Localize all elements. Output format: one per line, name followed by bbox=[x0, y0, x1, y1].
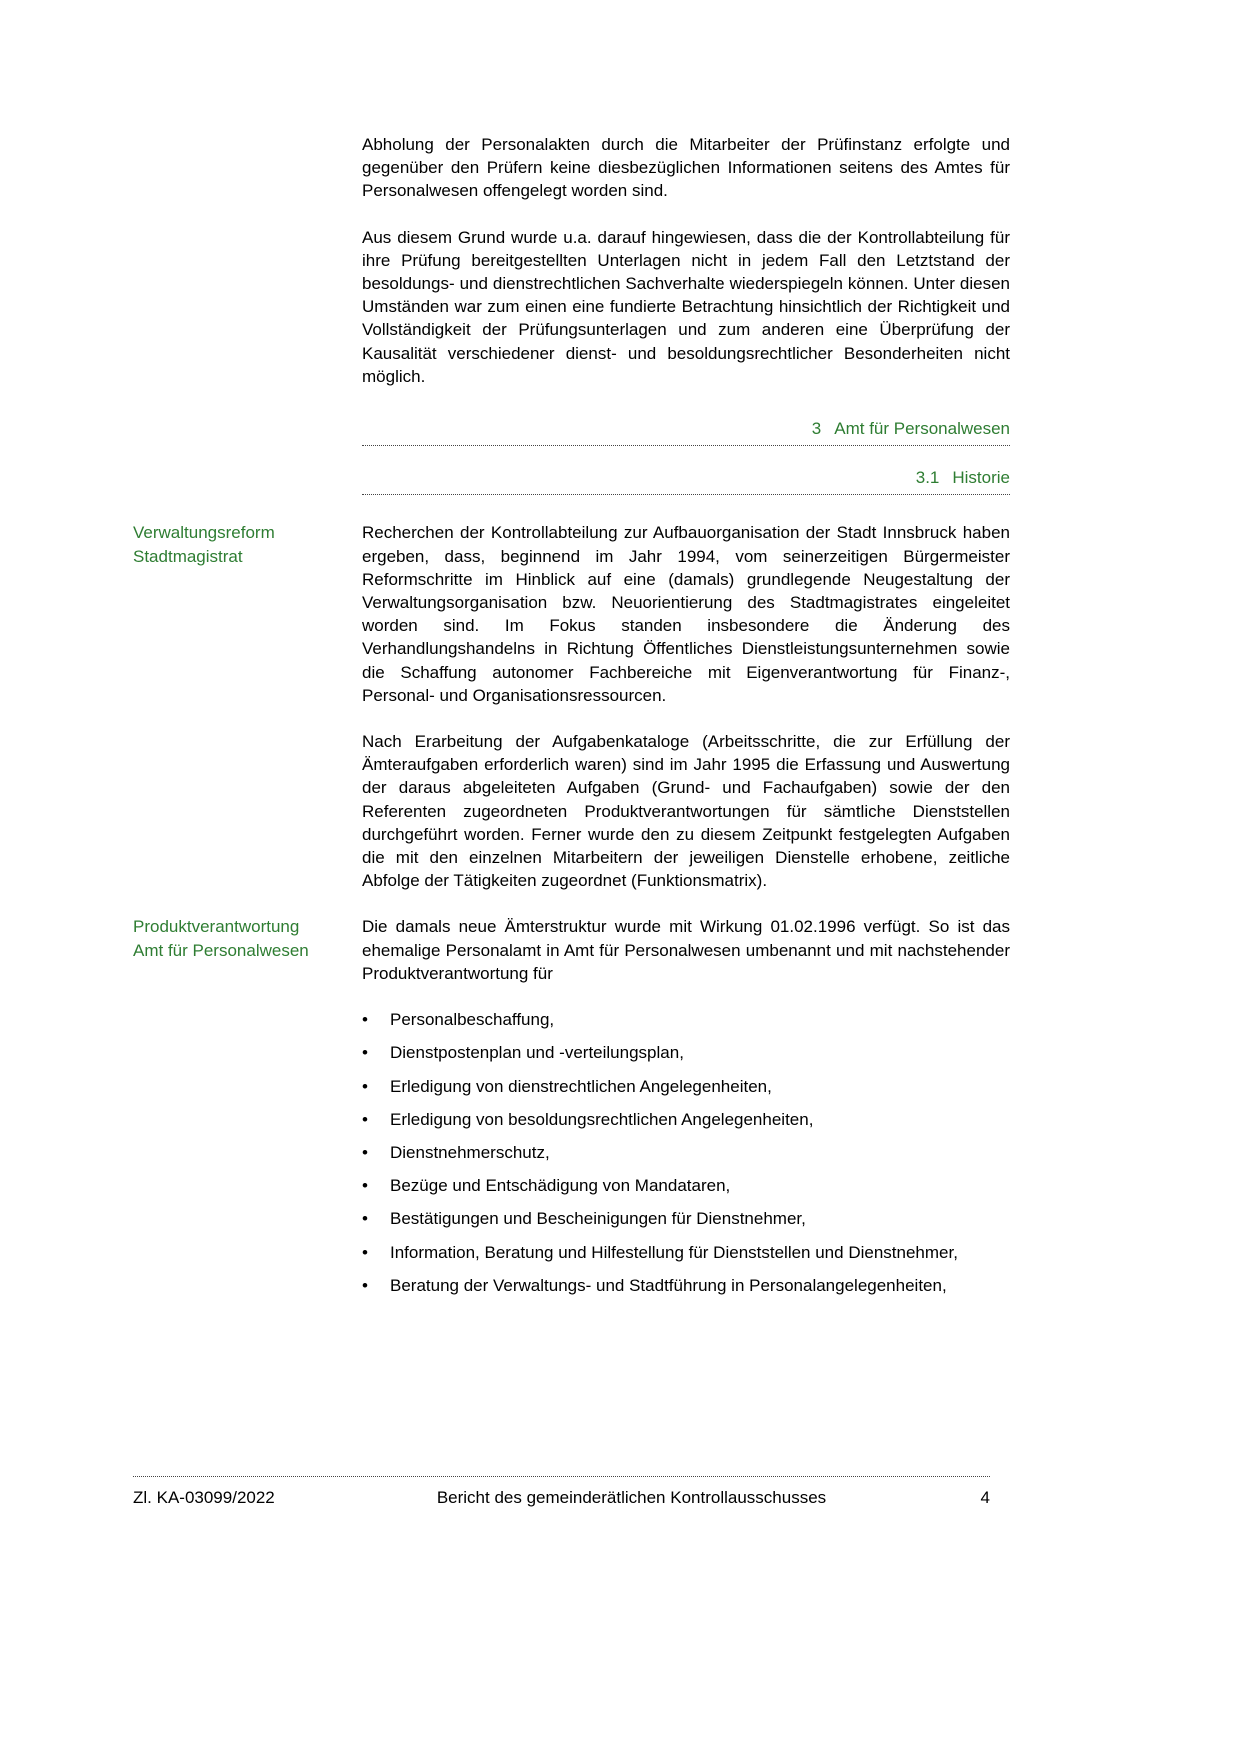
paragraph-aemterstruktur: Die damals neue Ämterstruktur wurde mit Wirkung 01.02.1996 verfügt. So ist das ehemalige Personalamt in Amt für Personalwesen umbenannt und mit nachstehender Produktverantwortung für bbox=[362, 917, 1010, 983]
content-area bbox=[133, 133, 1010, 1307]
list-item-text: Personalbeschaffung, bbox=[390, 1010, 555, 1030]
list-item-text: Erledigung von besoldungsrechtlichen Angelegenheiten, bbox=[390, 1109, 814, 1129]
margin-note-line: Verwaltungsreform bbox=[133, 523, 275, 543]
list-item bbox=[362, 1008, 1010, 1031]
produktverantwortung-text bbox=[362, 915, 1010, 1306]
chapter-number: 3 bbox=[811, 419, 822, 439]
page-footer bbox=[133, 1476, 990, 1509]
bullet-icon: • bbox=[362, 1043, 368, 1063]
paragraph-aus-diesem-grund: Aus diesem Grund wurde u.a. darauf hingewiesen, dass die der Kontrollabteilung für ihre Prüfung bereitgestellten Unterlagen nicht in jedem Fall den Letztstand der besoldungs- und dienstrechtlichen Sachverhalte wiederspiegeln können. Unter diesen Umständen war zum einen eine fundierte Betrachtung hinsichtlich der Richtigkeit und Vollständigkeit der Prüfungsunterlagen und zum anderen eine Überprüfung der Kausalität verschiedener dienst- und besoldungsrechtlicher Besonderheiten nicht möglich. bbox=[362, 227, 1010, 386]
chapter-title: Amt für Personalwesen bbox=[834, 419, 1010, 439]
section-number: 3.1 bbox=[915, 468, 940, 488]
paragraph-abholung: Abholung der Personalakten durch die Mitarbeiter der Prüfinstanz erfolgte und gegenüber den Prüfern keine diesbezüglichen Informationen seitens des Amtes für Personalwesen offengelegt worden sind. bbox=[362, 135, 1010, 201]
list-item bbox=[362, 1274, 1010, 1297]
list-item-text: Bezüge und Entschädigung von Mandataren, bbox=[390, 1176, 731, 1196]
margin-note-line: Produktverantwortung bbox=[133, 917, 300, 937]
margin-note-line: Amt für Personalwesen bbox=[133, 940, 309, 960]
product-responsibility-list bbox=[362, 1008, 1010, 1297]
list-item bbox=[362, 1174, 1010, 1197]
bullet-icon: • bbox=[362, 1209, 368, 1229]
bullet-icon: • bbox=[362, 1076, 368, 1096]
list-item bbox=[362, 1241, 1010, 1264]
section-heading bbox=[362, 466, 1010, 495]
footer-page-number: 4 bbox=[980, 1488, 990, 1507]
list-item bbox=[362, 1075, 1010, 1098]
chapter-heading bbox=[362, 417, 1010, 446]
margin-note-line: Stadtmagistrat bbox=[133, 546, 243, 566]
margin-note-produktverantwortung bbox=[133, 915, 362, 961]
list-item bbox=[362, 1141, 1010, 1164]
footer-reference: Zl. KA-03099/2022 bbox=[133, 1488, 275, 1507]
bullet-icon: • bbox=[362, 1142, 368, 1162]
section-title: Historie bbox=[952, 468, 1010, 488]
bullet-icon: • bbox=[362, 1109, 368, 1129]
list-item-text: Beratung der Verwaltungs- und Stadtführung in Personalangelegenheiten, bbox=[390, 1275, 947, 1295]
bullet-icon: • bbox=[362, 1176, 368, 1196]
paragraph-recherchen: Recherchen der Kontrollabteilung zur Aufbauorganisation der Stadt Innsbruck haben ergeben, dass, beginnend im Jahr 1994, vom seinerzeitigen Bürgermeister Reformschritte im Hinblick auf eine (damals) grundlegende Neugestaltung der Verwaltungsorganisation bzw. Neuorientierung des Stadtmagistrates eingeleitet worden sind. Im Fokus standen insbesondere die Änderung des Verhandlungshandelns in Richtung Öffentliches Dienstleistungsunternehmen sowie die Schaffung autonomer Fachbereiche mit Eigenverantwortung für Finanz-, Personal- und Organisationsressourcen. bbox=[362, 523, 1010, 705]
aufgaben-text bbox=[362, 730, 1010, 915]
paragraph-aufgabenkataloge: Nach Erarbeitung der Aufgabenkataloge (Arbeitsschritte, die zur Erfüllung der Ämteraufgaben erforderlich waren) sind im Jahr 1995 die Erfassung und Auswertung der daraus abgeleiteten Aufgaben (Grund- und Fachaufgaben) sowie der den Referenten zugeordneten Produktverantwortungen für sämtliche Dienststellen durchgeführt worden. Ferner wurde den zu diesem Zeitpunkt festgelegten Aufgaben die mit den einzelnen Mitarbeitern der jeweiligen Dienstelle erhobene, zeitliche Abfolge der Tätigkeiten zugeordnet (Funktionsmatrix). bbox=[362, 732, 1010, 891]
aufgaben-block bbox=[133, 730, 1010, 915]
list-item-text: Bestätigungen und Bescheinigungen für Dienstnehmer, bbox=[390, 1209, 806, 1229]
list-item bbox=[362, 1041, 1010, 1064]
bullet-icon: • bbox=[362, 1010, 368, 1030]
list-item-text: Dienstpostenplan und -verteilungsplan, bbox=[390, 1043, 684, 1063]
intro-block bbox=[133, 133, 1010, 411]
list-item-text: Dienstnehmerschutz, bbox=[390, 1142, 550, 1162]
bullet-icon: • bbox=[362, 1275, 368, 1295]
reform-text bbox=[362, 521, 1010, 730]
margin-note-verwaltungsreform bbox=[133, 521, 362, 567]
headings-block bbox=[133, 411, 1010, 521]
reform-block bbox=[133, 521, 1010, 730]
intro-text bbox=[362, 133, 1010, 411]
list-item-text: Erledigung von dienstrechtlichen Angelegenheiten, bbox=[390, 1076, 772, 1096]
list-item-text: Information, Beratung und Hilfestellung für Dienststellen und Dienstnehmer, bbox=[390, 1242, 958, 1262]
bullet-icon: • bbox=[362, 1242, 368, 1262]
produktverantwortung-block bbox=[133, 915, 1010, 1306]
list-item bbox=[362, 1207, 1010, 1230]
list-item bbox=[362, 1108, 1010, 1131]
footer-title: Bericht des gemeinderätlichen Kontrollausschusses bbox=[436, 1488, 827, 1507]
headings-cell bbox=[362, 411, 1010, 521]
